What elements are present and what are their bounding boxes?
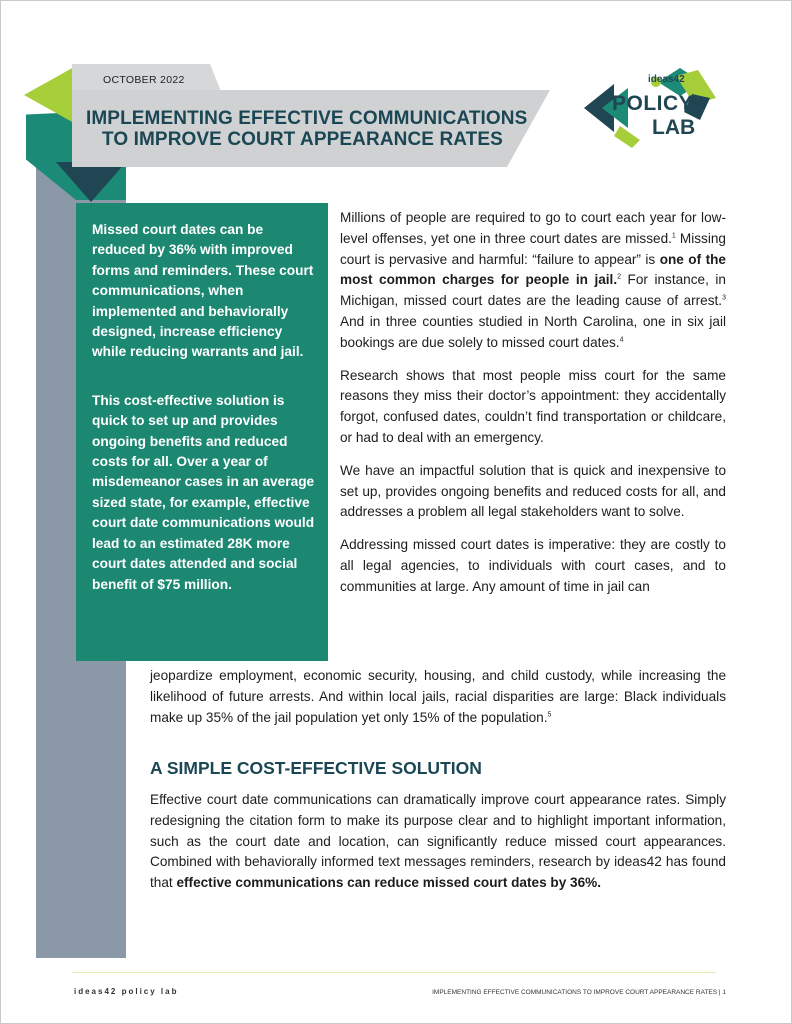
footnote-ref-4: 4	[619, 336, 624, 344]
p1-text-a: Millions of people are required to go to court each year for low-level offenses, yet one in three court dates are missed.	[340, 210, 726, 246]
footnote-ref-2: 2	[617, 273, 622, 281]
logo-policy-text: POLICY	[612, 92, 694, 115]
footer-divider	[72, 972, 716, 973]
footnote-ref-5: 5	[547, 711, 552, 719]
section-paragraph	[150, 790, 726, 894]
logo-lab-text: LAB	[652, 116, 696, 139]
callout-paragraph-1: Missed court dates can be reduced by 36% with improved forms and reminders. These court communications, when implemented and behaviorally designed, increase efficiency while reducing warrants and jail.	[92, 222, 314, 360]
title-line-1: IMPLEMENTING EFFECTIVE COMMUNICATIONS	[86, 108, 528, 129]
intro-column	[340, 208, 726, 598]
section-heading: A SIMPLE COST-EFFECTIVE SOLUTION	[150, 758, 482, 778]
p1-bold: one of the most common charges for people in jail.	[340, 251, 726, 288]
footer-brand: ideas42 policy lab	[74, 987, 179, 996]
body-paragraph-1	[340, 208, 726, 354]
footnote-ref-3: 3	[722, 294, 726, 302]
body-paragraph-4-wide	[150, 666, 726, 728]
p1-text-b: Missing court is pervasive and harmful: “failure to appear” is	[340, 230, 726, 267]
p4-wide-text: jeopardize employment, economic security, housing, and child custody, while increasing the likelihood of future arrests. And within local jails, racial disparities are large: Black individuals make up 35% of the jail population yet only 15% of the population.	[150, 668, 726, 725]
section-bold-text: effective communications can reduce missed court dates by 36%.	[176, 875, 602, 891]
title-line-2: TO IMPROVE COURT APPEARANCE RATES	[102, 129, 503, 150]
body-paragraph-2: Research shows that most people miss court for the same reasons they miss their doctor’s appointment: they accidentally forgot, confused dates, couldn’t find transportation or childcare, or had to deal with an emergency.	[340, 367, 726, 445]
body-paragraph-3: We have an impactful solution that is quick and inexpensive to set up, provides ongoing benefits and reduced costs for all, and addresses a problem all legal stakeholders want to solve.	[340, 462, 726, 520]
page-title	[86, 108, 536, 150]
report-date: OCTOBER 2022	[103, 74, 185, 86]
footnote-ref-1: 1	[671, 232, 676, 240]
key-findings-callout	[76, 203, 328, 661]
body-paragraph-4-narrow: Addressing missed court dates is imperative: they are costly to all legal agencies, to individuals with court cases, and to communities at large. Any amount of time in jail can	[340, 537, 726, 594]
p1-text-c: For instance, in Michigan, missed court dates are the leading cause of arrest.	[340, 272, 726, 309]
footer-page-info: IMPLEMENTING EFFECTIVE COMMUNICATIONS TO IMPROVE COURT APPEARANCE RATES | 1	[432, 989, 726, 996]
callout-paragraph-2: This cost-effective solution is quick to set up and provides ongoing benefits and reduced costs for all. Over a year of misdemeanor cases in an average sized state, for example, effective court date communications would lead to an estimated 28K more court dates attended and social benefit of $75 million.	[92, 392, 315, 592]
p1-text-d: And in three counties studied in North Carolina, one in six jail bookings are due solely to missed court dates.	[340, 313, 726, 350]
logo-brand: ideas42	[648, 74, 685, 85]
section-text: Effective court date communications can dramatically improve court appearance rates. Simply redesigning the citation form to make its purpose clear and to highlight important information, such as the court date and location, can significantly reduce missed court appearances. Combined with behaviorally informed text messages reminders, research by ideas42 has found that	[150, 792, 726, 891]
